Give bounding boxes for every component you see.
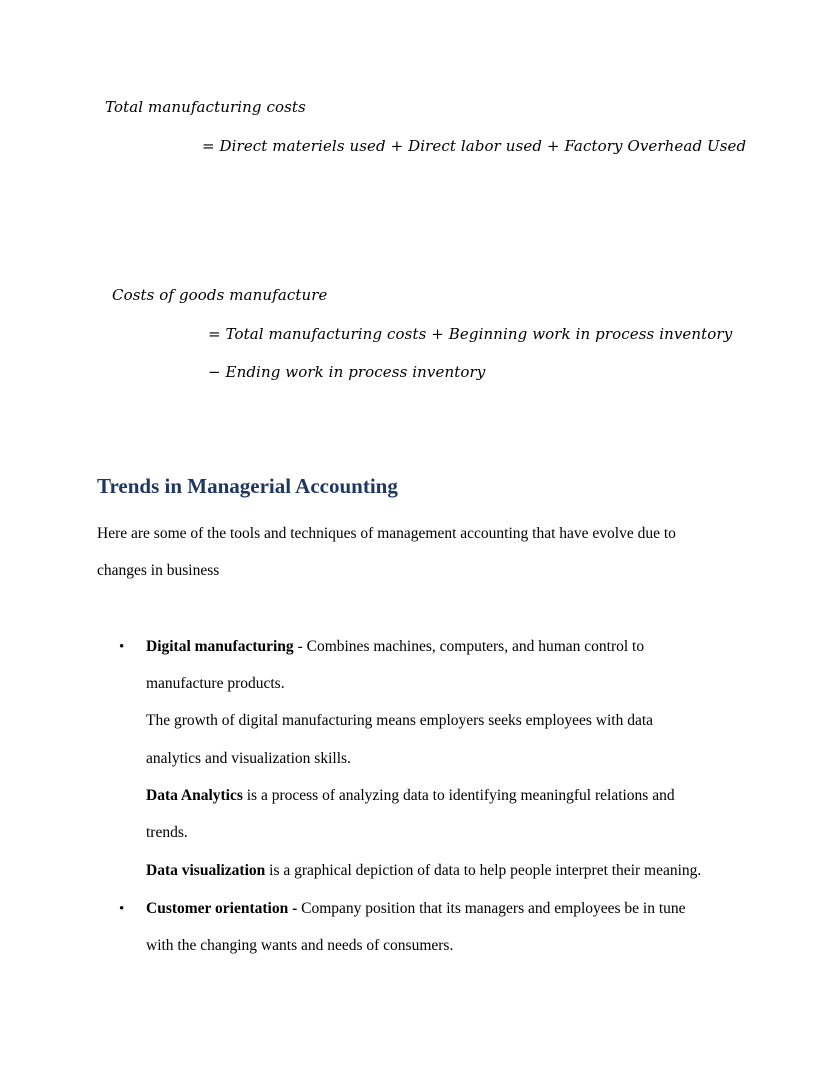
digital-manufacturing-para-1: The growth of digital manufacturing means employers seeks employees with data — [146, 712, 654, 729]
digital-manufacturing-para-2: analytics and visualization skills. — [146, 750, 351, 767]
formula-cogm-lhs: Costs of goods manufacture — [112, 286, 328, 304]
data-analytics-desc-2: trends. — [146, 824, 188, 841]
data-analytics-desc-1: is a process of analyzing data to identifying meaningful relations and — [242, 787, 675, 804]
term-separator: - — [293, 638, 307, 655]
data-visualization-line1 — [146, 862, 701, 880]
bullet-marker: • — [119, 901, 125, 917]
customer-orientation-desc-2: with the changing wants and needs of consumers. — [146, 937, 454, 954]
formula-cogm-rhs-line2: − Ending work in process inventory — [208, 363, 486, 381]
formula-total-manufacturing-lhs: Total manufacturing costs — [105, 98, 306, 116]
bullet-customer-orientation-line1 — [146, 900, 686, 918]
formula-total-manufacturing-rhs: = Direct materiels used + Direct labor used + Factory Overhead Used — [202, 137, 747, 155]
term-data-visualization: Data visualization — [146, 862, 266, 879]
customer-orientation-desc-1: Company position that its managers and employees be in tune — [301, 900, 686, 917]
intro-line-2: changes in business — [97, 562, 220, 579]
bullet-digital-manufacturing-line1 — [146, 638, 644, 656]
digital-manufacturing-desc-1: Combines machines, computers, and human control to — [306, 638, 645, 655]
data-visualization-desc: is a graphical depiction of data to help people interpret their meaning. — [265, 862, 702, 879]
formula-cogm-rhs-line1: = Total manufacturing costs + Beginning work in process inventory — [208, 325, 733, 343]
term-customer-orientation: Customer orientation - — [146, 900, 302, 917]
data-analytics-line1 — [146, 787, 675, 805]
digital-manufacturing-desc-2: manufacture products. — [146, 675, 285, 692]
section-heading: Trends in Managerial Accounting — [97, 474, 398, 498]
term-data-analytics: Data Analytics — [146, 787, 243, 804]
intro-line-1: Here are some of the tools and techniques of management accounting that have evolve due to — [97, 525, 676, 542]
term-digital-manufacturing: Digital manufacturing — [146, 638, 294, 655]
bullet-marker: • — [119, 639, 125, 655]
